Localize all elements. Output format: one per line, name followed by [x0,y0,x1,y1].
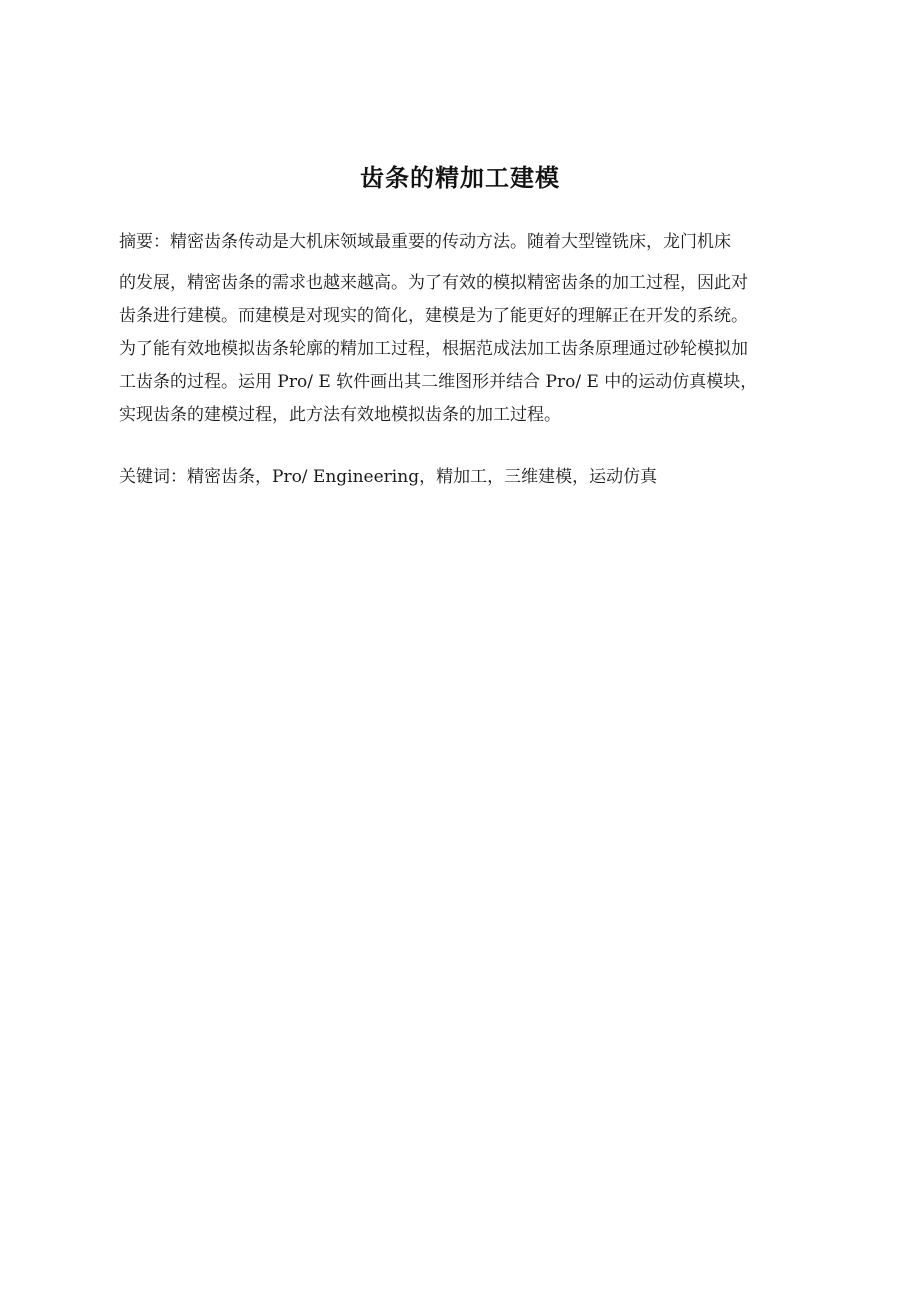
abstract-paragraph [119,230,809,436]
page-title: 齿条的精加工建模 [360,164,560,192]
abstract-line-5: 工齿条的过程。运用 Pro/ E 软件画出其二维图形并结合 Pro/ E 中的运动仿真模块， [119,372,758,392]
keywords-line: 关键词：精密齿条，Pro/ Engineering，精加工，三维建模，运动仿真 [119,467,658,487]
abstract-line-3: 齿条进行建模。而建模是对现实的简化，建模是为了能更好的理解正在开发的系统。 [119,306,748,326]
abstract-line-1: 摘要：精密齿条传动是大机床领域最重要的传动方法。随着大型镗铣床，龙门机床 [119,232,731,252]
abstract-line-4: 为了能有效地模拟齿条轮廓的精加工过程，根据范成法加工齿条原理通过砂轮模拟加 [119,339,748,359]
abstract-line-6: 实现齿条的建模过程，此方法有效地模拟齿条的加工过程。 [119,405,561,425]
abstract-line-2: 的发展，精密齿条的需求也越来越高。为了有效的模拟精密齿条的加工过程，因此对 [119,273,748,293]
